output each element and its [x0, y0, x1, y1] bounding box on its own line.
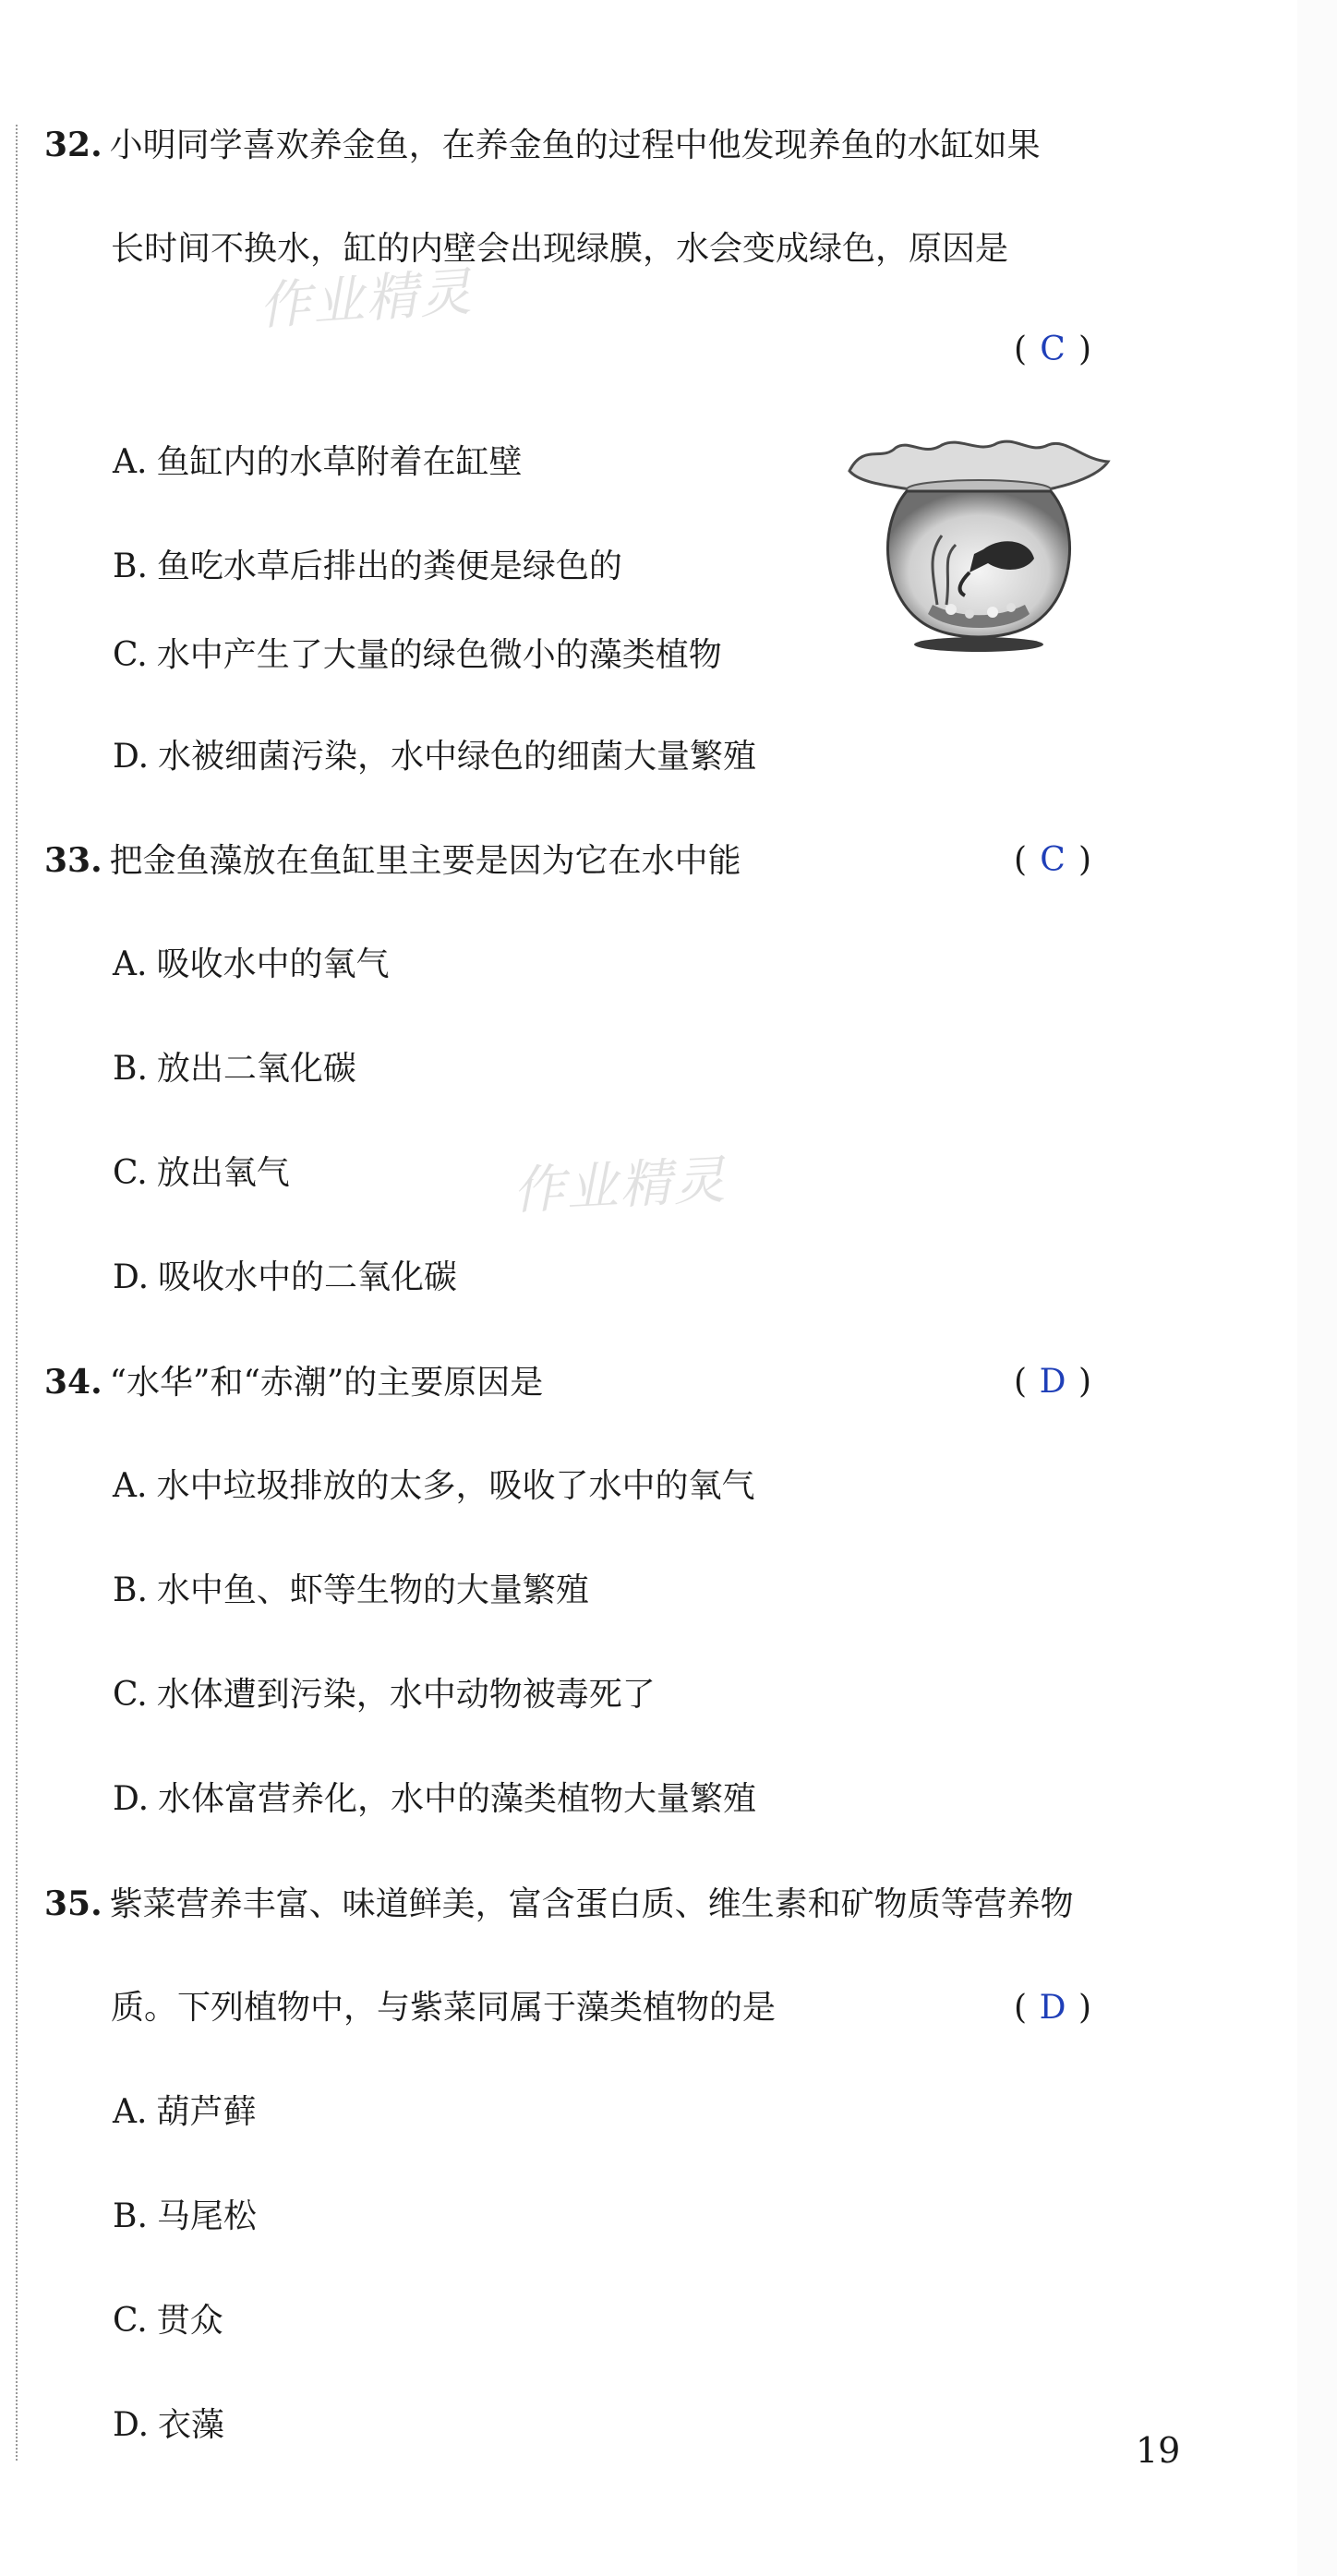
watermark: 作业精灵 [257, 261, 476, 338]
option-34-d: D. 水体富营养化，水中的藻类植物大量繁殖 [113, 1780, 757, 1818]
question-number: 35. [44, 1884, 102, 1923]
answer-bracket-34: ( D ) [1014, 1360, 1091, 1404]
question-text: 把金鱼藻放在鱼缸里主要是因为它在水中能 [109, 842, 741, 880]
answer-34: D [1039, 1363, 1066, 1401]
option-33-a: A. 吸收水中的氧气 [113, 945, 390, 983]
answer-33: C [1040, 841, 1066, 879]
answer-32: C [1040, 331, 1066, 368]
question-35-line-1 [44, 1882, 1074, 1927]
page-number: 19 [1136, 2430, 1181, 2471]
option-33-b: B. 放出二氧化碳 [113, 1050, 356, 1088]
question-number: 34. [44, 1363, 102, 1402]
question-35-line-2: 质。下列植物中，与紫菜同属于藻类植物的是 [111, 1989, 777, 2027]
fishbowl-image [840, 434, 1117, 660]
answer-35: D [1039, 1989, 1066, 2027]
question-33-line-1 [44, 838, 741, 884]
option-34-b: B. 水中鱼、虾等生物的大量繁殖 [113, 1571, 589, 1609]
watermark: 作业精灵 [511, 1150, 729, 1222]
option-32-d: D. 水被细菌污染，水中绿色的细菌大量繁殖 [113, 738, 757, 776]
option-35-c: C. 贯众 [113, 2302, 223, 2340]
binding-dotted-line [16, 125, 18, 2461]
option-33-d: D. 吸收水中的二氧化碳 [113, 1258, 458, 1296]
question-text: 小明同学喜欢养金鱼，在养金鱼的过程中他发现养鱼的水缸如果 [109, 126, 1041, 164]
question-32-line-2: 长时间不换水，缸的内壁会出现绿膜，水会变成绿色，原因是 [111, 230, 1009, 268]
answer-bracket-33: ( C ) [1014, 838, 1091, 883]
answer-bracket-35: ( D ) [1014, 1986, 1091, 2030]
option-34-a: A. 水中垃圾排放的太多，吸收了水中的氧气 [113, 1467, 755, 1505]
option-32-b: B. 鱼吃水草后排出的粪便是绿色的 [113, 548, 622, 585]
question-32-line-1 [44, 123, 1041, 168]
answer-bracket-32: ( C ) [1014, 328, 1091, 372]
option-33-c: C. 放出氧气 [113, 1154, 290, 1192]
option-34-c: C. 水体遭到污染，水中动物被毒死了 [113, 1676, 656, 1714]
option-32-c: C. 水中产生了大量的绿色微小的藻类植物 [113, 636, 722, 674]
question-34-line-1 [44, 1360, 543, 1405]
option-35-b: B. 马尾松 [113, 2197, 257, 2235]
question-text: 紫菜营养丰富、味道鲜美，富含蛋白质、维生素和矿物质等营养物 [109, 1885, 1074, 1923]
option-35-a: A. 葫芦藓 [113, 2093, 257, 2131]
option-35-d: D. 衣藻 [113, 2406, 225, 2444]
question-number: 32. [44, 126, 102, 164]
option-32-a: A. 鱼缸内的水草附着在缸壁 [113, 443, 523, 481]
question-number: 33. [44, 841, 102, 880]
question-text: “水华”和“赤潮”的主要原因是 [109, 1364, 544, 1402]
